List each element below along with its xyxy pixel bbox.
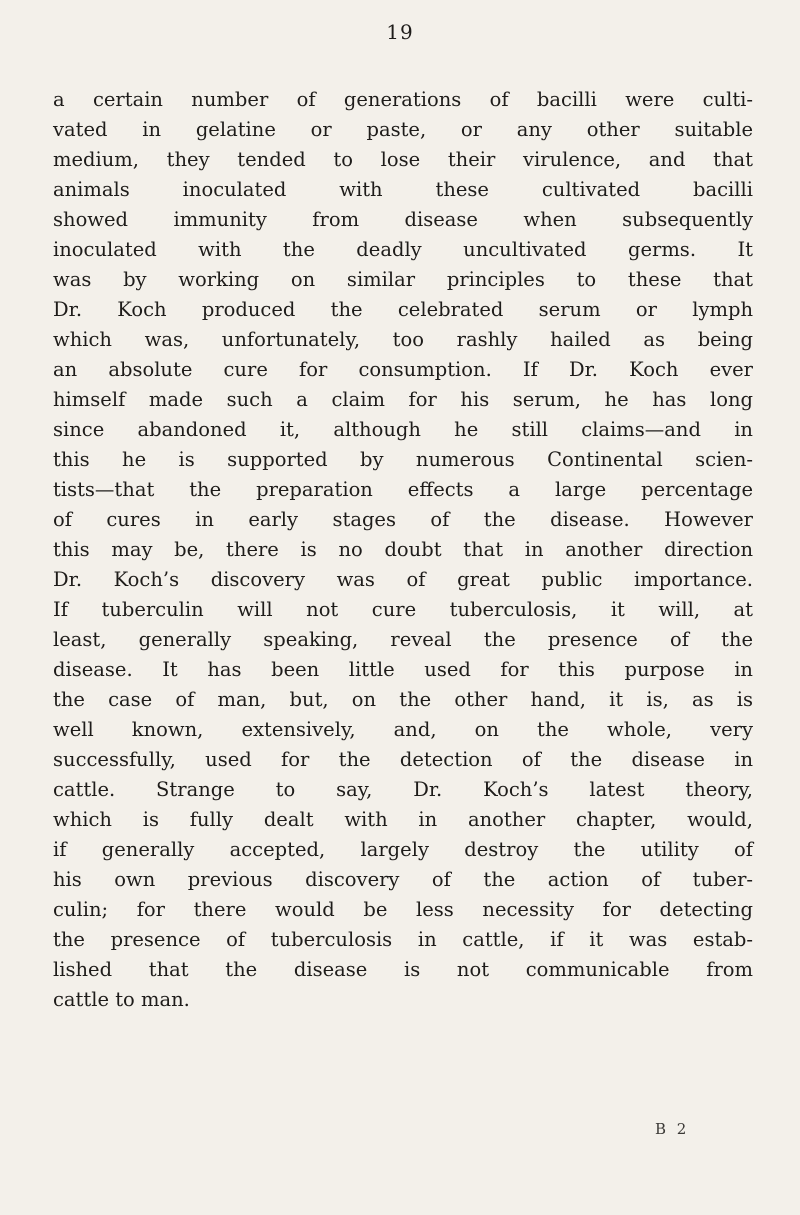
text-line: animals inoculated with these cultivated bacilli [53, 178, 753, 201]
text-line: well known, extensively, and, on the whole, very [53, 718, 753, 741]
text-line: a certain number of generations of bacilli were culti- [53, 88, 753, 111]
text-line: this may be, there is no doubt that in another direction [53, 538, 753, 561]
text-line: If tuberculin will not cure tuberculosis, it will, at [53, 598, 753, 621]
text-line: the case of man, but, on the other hand, it is, as is [53, 688, 753, 711]
text-line: culin; for there would be less necessity for detecting [53, 898, 753, 921]
page-number: 19 [386, 20, 414, 44]
text-line: disease. It has been little used for this purpose in [53, 658, 753, 681]
text-line: his own previous discovery of the action of tuber- [53, 868, 753, 891]
text-line: inoculated with the deadly uncultivated germs. It [53, 238, 753, 261]
text-line: of cures in early stages of the disease. However [53, 508, 753, 531]
text-line: cattle to man. [53, 988, 190, 1011]
text-line: an absolute cure for consumption. If Dr. Koch ever [53, 358, 753, 381]
text-line: cattle. Strange to say, Dr. Koch’s latest theory, [53, 778, 753, 801]
text-line: the presence of tuberculosis in cattle, if it was estab- [53, 928, 753, 951]
text-line: which was, unfortunately, too rashly hailed as being [53, 328, 753, 351]
body-text [53, 85, 753, 1015]
text-line: vated in gelatine or paste, or any other suitable [53, 118, 753, 141]
text-line: this he is supported by numerous Continental scien- [53, 448, 753, 471]
text-line: Dr. Koch produced the celebrated serum or lymph [53, 298, 753, 321]
text-line: was by working on similar principles to these that [53, 268, 753, 291]
text-line: least, generally speaking, reveal the presence of the [53, 628, 753, 651]
text-line: lished that the disease is not communicable from [53, 958, 753, 981]
signature-mark: B 2 [655, 1120, 690, 1138]
text-line: since abandoned it, although he still claims—and in [53, 418, 753, 441]
text-line: successfully, used for the detection of the disease in [53, 748, 753, 771]
text-line: if generally accepted, largely destroy the utility of [53, 838, 753, 861]
text-line: which is fully dealt with in another chapter, would, [53, 808, 753, 831]
text-line: medium, they tended to lose their virulence, and that [53, 148, 753, 171]
text-line: Dr. Koch’s discovery was of great public importance. [53, 568, 753, 591]
text-line: himself made such a claim for his serum, he has long [53, 388, 753, 411]
text-line: tists—that the preparation effects a large percentage [53, 478, 753, 501]
text-line: showed immunity from disease when subsequently [53, 208, 753, 231]
